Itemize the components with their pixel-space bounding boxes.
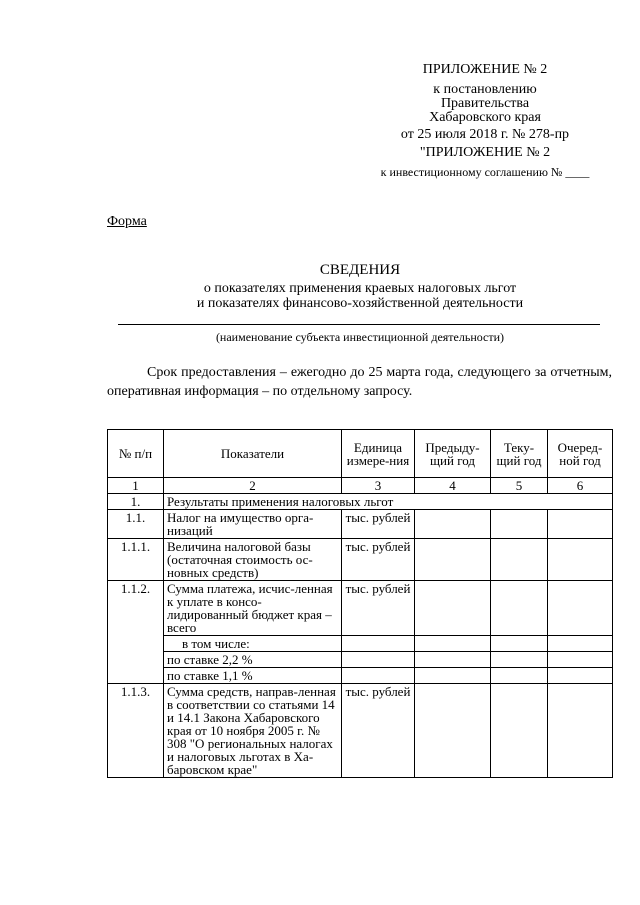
table-row: [108, 539, 613, 581]
cell-current: [491, 539, 548, 581]
row-num: 1.: [108, 494, 164, 510]
appendix-quoted-title: "ПРИЛОЖЕНИЕ № 2: [419, 145, 551, 160]
header-current-year: Теку-щий год: [491, 430, 548, 478]
row-num: 1.1.3.: [108, 684, 164, 778]
cell-current: [491, 684, 548, 778]
row-num: 1.1.1.: [108, 539, 164, 581]
col-number: 5: [491, 478, 548, 494]
row-name: в том числе:: [164, 636, 342, 652]
cell-previous: [415, 581, 491, 636]
row-name: Сумма средств, направ-ленная в соответствии со статьями 14 и 14.1 Закона Хабаровского края от 10 ноября 2005 г. № 308 "О региональных налогах и налоговых льготах в Ха-баровском крае": [164, 684, 342, 778]
fill-in-line: [118, 324, 600, 325]
row-name: по ставке 2,2 %: [164, 652, 342, 668]
table-row: [108, 581, 613, 636]
row-name: по ставке 1,1 %: [164, 668, 342, 684]
to-agreement-text: к инвестиционному соглашению № ____: [380, 165, 590, 179]
document-subtitle-line1: о показателях применения краевых налоговых льгот: [203, 281, 517, 296]
row-unit: тыс. рублей: [342, 539, 415, 581]
appendix-title: ПРИЛОЖЕНИЕ № 2: [422, 62, 548, 77]
row-unit: [342, 636, 415, 652]
column-numbers-row: [108, 478, 613, 494]
cell-next: [548, 684, 613, 778]
cell-next: [548, 652, 613, 668]
row-name: Сумма платежа, исчис-ленная к уплате в консо-лидированный бюджет края – всего: [164, 581, 342, 636]
cell-previous: [415, 668, 491, 684]
row-unit: [342, 652, 415, 668]
row-unit: тыс. рублей: [342, 581, 415, 636]
deadline-paragraph: Срок предоставления – ежегодно до 25 марта года, следующего за отчетным, оперативная информация – по отдельному запросу.: [107, 365, 612, 399]
row-unit: тыс. рублей: [342, 510, 415, 539]
fill-in-caption: (наименование субъекта инвестиционной деятельности): [215, 330, 505, 344]
indicators-table: [107, 429, 613, 778]
document-subtitle-line2: и показателях финансово-хозяйственной деятельности: [196, 296, 524, 311]
table-row: [108, 494, 613, 510]
cell-current: [491, 652, 548, 668]
table-row: [108, 668, 613, 684]
cell-next: [548, 510, 613, 539]
cell-current: [491, 581, 548, 636]
row-section-title: Результаты применения налоговых льгот: [164, 494, 613, 510]
cell-current: [491, 510, 548, 539]
cell-previous: [415, 684, 491, 778]
cell-next: [548, 539, 613, 581]
row-unit: [342, 668, 415, 684]
row-name: Величина налоговой базы (остаточная стоимость ос-новных средств): [164, 539, 342, 581]
cell-next: [548, 668, 613, 684]
date-number-text: от 25 июля 2018 г. № 278-пр: [400, 127, 570, 142]
region-text: Хабаровского края: [429, 110, 541, 125]
cell-previous: [415, 636, 491, 652]
header-num: № п/п: [108, 430, 164, 478]
col-number: 1: [108, 478, 164, 494]
header-indicators: Показатели: [164, 430, 342, 478]
government-text: Правительства: [440, 96, 530, 111]
table-header-row: [108, 430, 613, 478]
col-number: 6: [548, 478, 613, 494]
col-number: 3: [342, 478, 415, 494]
table-row: [108, 652, 613, 668]
col-number: 4: [415, 478, 491, 494]
cell-previous: [415, 510, 491, 539]
cell-next: [548, 636, 613, 652]
row-name: Налог на имущество орга-низаций: [164, 510, 342, 539]
document-title: СВЕДЕНИЯ: [319, 262, 401, 278]
cell-current: [491, 668, 548, 684]
row-num: 1.1.2.: [108, 581, 164, 684]
row-num: 1.1.: [108, 510, 164, 539]
to-resolution-text: к постановлению: [433, 82, 537, 97]
table-row: [108, 636, 613, 652]
cell-current: [491, 636, 548, 652]
form-label: Форма: [107, 214, 147, 229]
table-row: [108, 510, 613, 539]
header-previous-year: Предыду-щий год: [415, 430, 491, 478]
cell-previous: [415, 539, 491, 581]
table-row: [108, 684, 613, 778]
header-next-year: Очеред-ной год: [548, 430, 613, 478]
cell-previous: [415, 652, 491, 668]
header-unit: Единица измере-ния: [342, 430, 415, 478]
row-unit: тыс. рублей: [342, 684, 415, 778]
cell-next: [548, 581, 613, 636]
col-number: 2: [164, 478, 342, 494]
